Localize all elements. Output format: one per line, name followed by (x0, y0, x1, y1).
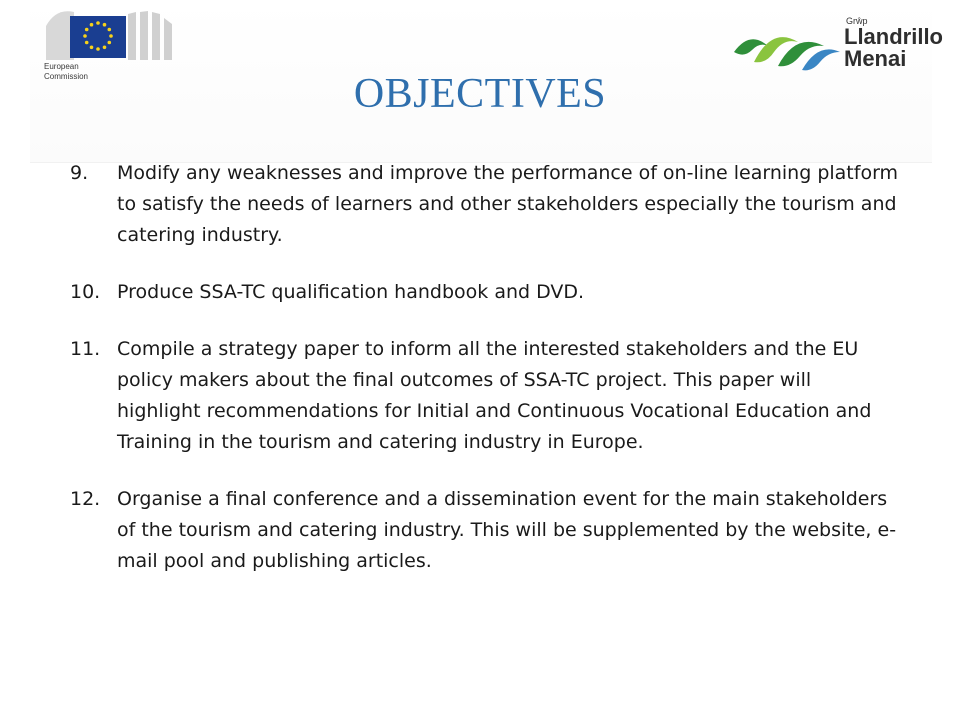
item-number: 12. (70, 488, 101, 510)
logo-line2: Menai (844, 46, 907, 71)
slide-title: OBJECTIVES (353, 71, 607, 117)
ec-logo-line2: Commission (44, 72, 89, 81)
item-text: Produce SSA-TC qualification handbook and DVD. (117, 281, 585, 303)
logo-line1: Llandrillo (844, 24, 943, 49)
objectives-list (70, 158, 900, 603)
list-item (70, 277, 900, 308)
logo-name (844, 26, 943, 70)
list-item (70, 484, 900, 577)
item-text: Organise a final conference and a dissemination event for the main stakeholders of the tourism and catering industry. This will be supplemented by the website, e-mail pool and publishing articles. (117, 488, 897, 572)
ec-building-flag-icon (44, 6, 178, 62)
list-item (70, 334, 900, 458)
item-number: 9. (70, 162, 89, 184)
item-text: Compile a strategy paper to inform all the interested stakeholders and the EU policy makers about the final outcomes of SSA-TC project. This paper will highlight recommendations for Initial and Continuous Vocational Education and Training in the tourism and catering industry in Europe. (117, 338, 872, 453)
item-text: Modify any weaknesses and improve the performance of on-line learning platform to satisfy the needs of learners and other stakeholders especially the tourism and catering industry. (117, 162, 899, 246)
ec-logo-line1: European (44, 62, 79, 71)
item-number: 11. (70, 338, 101, 360)
logo-grwp-text: Grŵp (846, 16, 868, 26)
item-number: 10. (70, 281, 101, 303)
list-item (70, 158, 900, 251)
